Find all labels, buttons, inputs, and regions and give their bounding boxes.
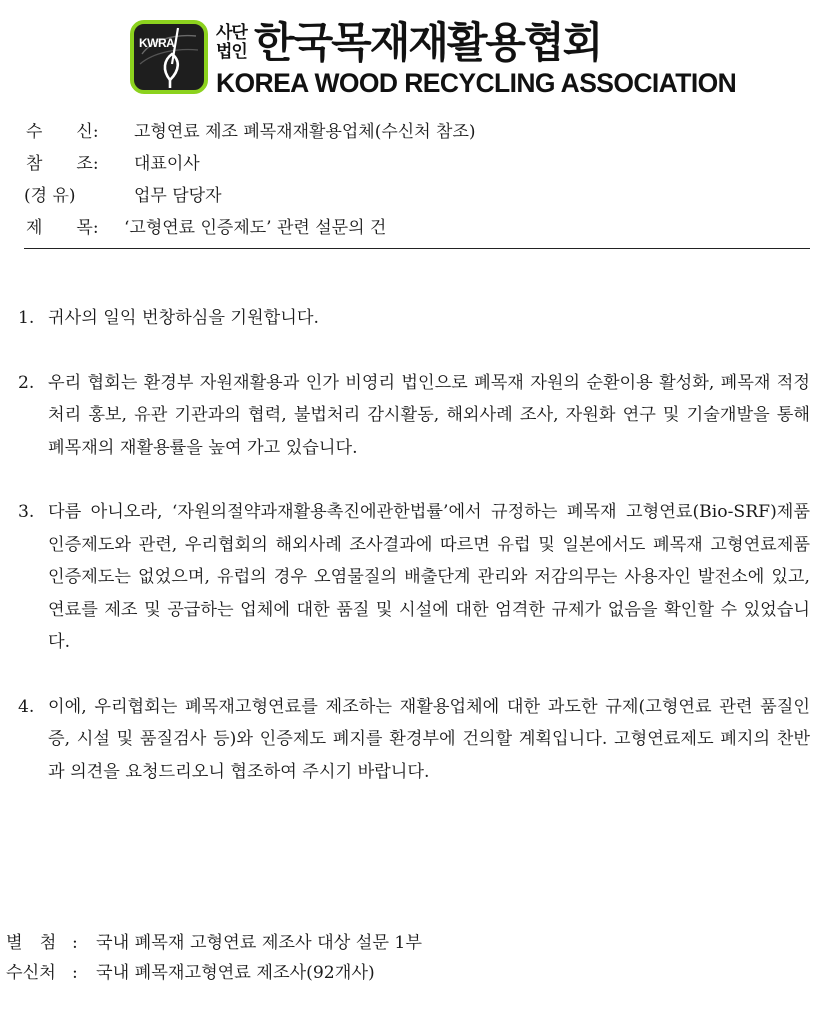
enclosure-value: 국내 폐목재 고형연료 제조사 대상 설문 1부 — [96, 933, 422, 953]
reference-value: 대표이사 — [134, 154, 200, 174]
enclosure-colon: : — [72, 933, 78, 953]
tree-leaf-icon — [134, 24, 204, 90]
reference-label: 참 조: — [26, 154, 99, 174]
via-row — [24, 182, 810, 214]
enclosure-row — [6, 928, 806, 958]
paragraph-1 — [18, 302, 810, 335]
attachments-section — [6, 928, 806, 988]
paragraph-number: 3. — [18, 502, 35, 522]
org-name-english: KOREA WOOD RECYCLING ASSOCIATION — [216, 68, 737, 98]
reference-row — [24, 150, 810, 182]
subject-value: ‘고형연료 인증제도’ 관련 설문의 건 — [124, 218, 387, 238]
paragraph-number: 2. — [18, 372, 35, 393]
kwra-logo — [130, 20, 208, 94]
paragraph-4 — [18, 691, 810, 789]
header-divider — [24, 248, 810, 249]
paragraph-number: 1. — [18, 308, 35, 328]
paragraph-3 — [18, 496, 810, 659]
recipients-list-value: 국내 폐목재고형연료 제조사(92개사) — [96, 963, 375, 983]
paragraph-2 — [18, 367, 810, 465]
paragraph-text: 다름 아니오라, ‘자원의절약과재활용촉진에관한법률’에서 규정하는 폐목재 고형연료(Bio-SRF)제품 인증제도와 관련, 우리협회의 해외사례 조사결과에 따르면 유럽 및 일본에서도 폐목재 고형연료제품 인증제도는 없었으며, 유럽의 경우 오염물질의 배출단계 관리와 저감의무는 사용자인 발전소에 있고, 연료를 제조 및 공급하는 업체에 대한 품질 및 시설에 대한 엄격한 규제가 없음을 확인할 수 있었습니다. — [48, 502, 810, 652]
recipients-list-label: 수신처 — [6, 963, 56, 983]
document-body — [18, 302, 810, 820]
org-prefix-top: 사단 — [216, 23, 247, 43]
letterhead — [130, 18, 737, 100]
recipients-list-colon: : — [72, 963, 78, 983]
paragraph-number: 4. — [18, 696, 35, 717]
recipients-list-row — [6, 958, 806, 988]
logo-abbreviation: KWRA — [139, 36, 175, 50]
enclosure-label: 별 첨 — [6, 933, 57, 953]
paragraph-text: 귀사의 일익 번창하심을 기원합니다. — [48, 308, 319, 328]
via-label: (경 유) — [24, 186, 76, 206]
recipient-value: 고형연료 제조 폐목재재활용업체(수신처 참조) — [134, 122, 476, 142]
org-prefix-bottom: 법인 — [216, 42, 247, 62]
subject-row — [24, 214, 810, 246]
paragraph-text: 이에, 우리협회는 폐목재고형연료를 제조하는 재활용업체에 대한 과도한 규제(고형연료 관련 품질인증, 시설 및 품질검사 등)와 인증제도 폐지를 환경부에 건의할 계획입니다. 고형연료제도 폐지의 찬반과 의견을 요청드리오니 협조하여 주시기 바랍니다. — [48, 696, 810, 782]
paragraph-text: 우리 협회는 환경부 자원재활용과 인가 비영리 법인으로 폐목재 자원의 순환이용 활성화, 폐목재 적정처리 홍보, 유관 기관과의 협력, 불법처리 감시활동, 해외사례 조사, 자원화 연구 및 기술개발을 통해 폐목재의 재활용률을 높여 가고 있습니다. — [48, 372, 810, 458]
via-value: 업무 담당자 — [134, 186, 222, 206]
recipient-label: 수 신: — [26, 122, 99, 142]
recipient-row — [24, 118, 810, 150]
subject-label: 제 목: — [26, 218, 99, 238]
document-header — [24, 118, 810, 246]
org-name-korean: 한국목재재활용협회 — [254, 18, 602, 67]
org-type-prefix — [216, 24, 250, 62]
